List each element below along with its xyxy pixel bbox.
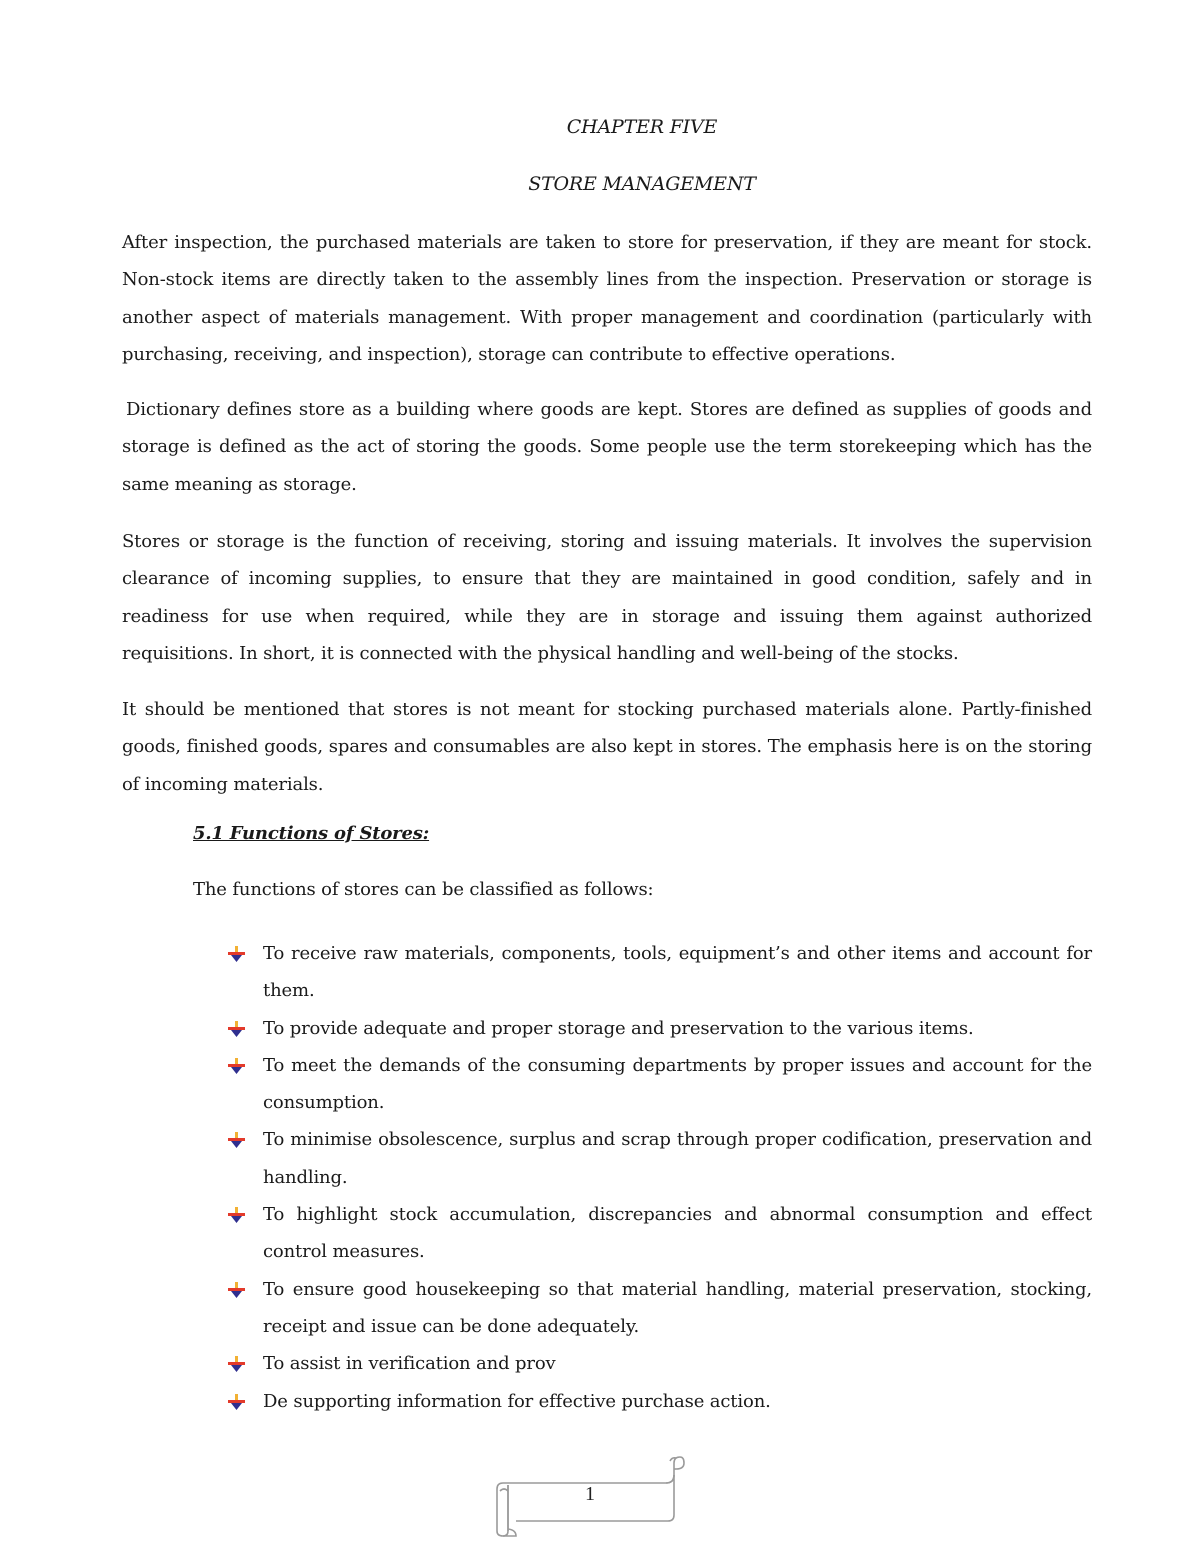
list-item <box>228 1345 1092 1382</box>
list-item-text: To meet the demands of the consuming departments by proper issues and account for the consumption. <box>263 1054 1092 1114</box>
list-item-text: De supporting information for effective purchase action. <box>263 1390 771 1412</box>
list-item-text: To minimise obsolescence, surplus and scrap through proper codification, preservation and handling. <box>263 1129 1092 1188</box>
down-arrow-bullet-icon <box>228 1021 246 1037</box>
list-item-text: To assist in verification and prov <box>263 1353 556 1375</box>
paragraph-2: Dictionary defines store as a building where goods are kept. Stores are defined as supplies of goods and storage is defined as the act of storing the goods. Some people use the term storekeeping which has the same meaning as storage. <box>122 399 1092 495</box>
chapter-title: CHAPTER FIVE <box>566 116 718 138</box>
list-item <box>228 1271 1092 1346</box>
section-title: STORE MANAGEMENT <box>528 173 756 195</box>
down-arrow-bullet-icon <box>228 1058 246 1074</box>
subheading-functions-of-stores: 5.1 Functions of Stores: <box>193 823 430 844</box>
paragraph-4: It should be mentioned that stores is not meant for stocking purchased materials alone. Partly-finished goods, finished goods, spares and consumables are also kept in stores. The emphasis here is on the storing of incoming materials. <box>122 699 1092 795</box>
list-item-text: To highlight stock accumulation, discrepancies and abnormal consumption and effect control measures. <box>263 1204 1092 1263</box>
paragraph-3: Stores or storage is the function of receiving, storing and issuing materials. It involves the supervision clearance of incoming supplies, to ensure that they are maintained in good condition, safely and in readiness for use when required, while they are in storage and issuing them against authorized requisitions. In short, it is connected with the physical handling and well-being of the stocks. <box>122 531 1092 664</box>
down-arrow-bullet-icon <box>228 1132 246 1148</box>
list-item <box>228 1010 1092 1047</box>
page-number: 1 <box>585 1483 595 1505</box>
list-item <box>228 1383 1092 1420</box>
down-arrow-bullet-icon <box>228 1394 246 1410</box>
list-item-text: To provide adequate and proper storage and preservation to the various items. <box>263 1017 974 1039</box>
paragraph-1: After inspection, the purchased materials are taken to store for preservation, if they are meant for stock. Non-stock items are directly taken to the assembly lines from the inspection. Preservation or storage is another aspect of materials management. With proper management and coordination (particularly with purchasing, receiving, and inspection), storage can contribute to effective operations. <box>122 232 1092 365</box>
list-item <box>228 1047 1092 1122</box>
list-item-text: To ensure good housekeeping so that material handling, material preservation, stocking, receipt and issue can be done adequately. <box>263 1278 1092 1337</box>
functions-list <box>228 935 1092 1420</box>
down-arrow-bullet-icon <box>228 1207 246 1223</box>
down-arrow-bullet-icon <box>228 1356 246 1372</box>
list-item <box>228 935 1092 1010</box>
functions-intro: The functions of stores can be classified as follows: <box>193 879 654 900</box>
list-item-text: To receive raw materials, components, tools, equipment’s and other items and account for them. <box>263 943 1092 1002</box>
list-item <box>228 1121 1092 1196</box>
down-arrow-bullet-icon <box>228 946 246 962</box>
list-item <box>228 1196 1092 1271</box>
down-arrow-bullet-icon <box>228 1282 246 1298</box>
